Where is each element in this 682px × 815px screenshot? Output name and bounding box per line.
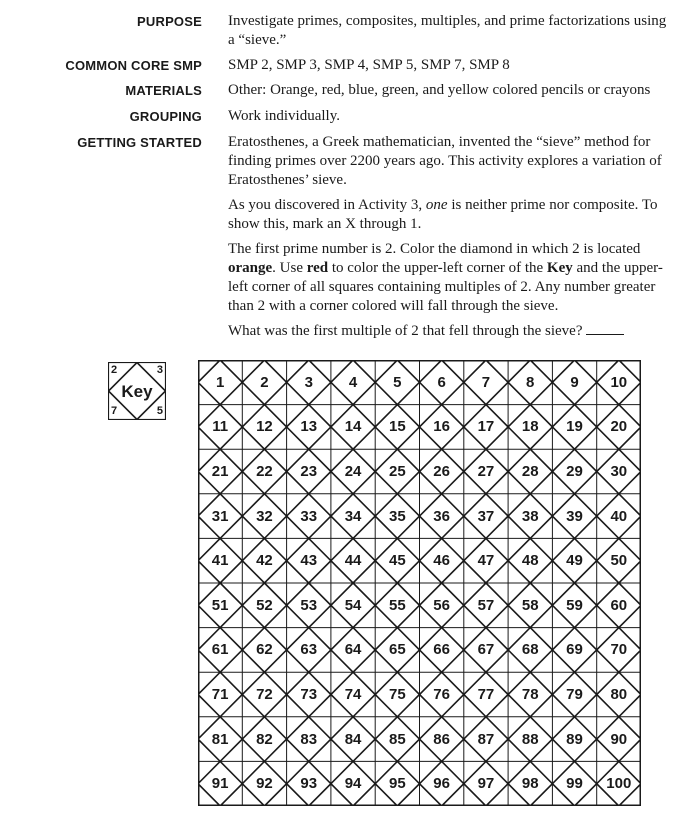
grid-cell-2[interactable]: 2 — [260, 373, 269, 391]
grid-cell-70[interactable]: 70 — [610, 641, 628, 659]
grid-cell-41[interactable]: 41 — [211, 552, 229, 570]
grid-cell-3[interactable]: 3 — [304, 373, 313, 391]
grid-cell-61[interactable]: 61 — [211, 641, 229, 659]
grid-cell-34[interactable]: 34 — [344, 507, 362, 525]
grid-cell-30[interactable]: 30 — [610, 462, 628, 480]
grid-cell-84[interactable]: 84 — [344, 730, 362, 748]
grid-cell-90[interactable]: 90 — [610, 730, 628, 748]
smp-label: COMMON CORE SMP — [65, 58, 202, 73]
smp-text: SMP 2, SMP 3, SMP 4, SMP 5, SMP 7, SMP 8 — [228, 57, 510, 73]
grid-cell-44[interactable]: 44 — [344, 552, 362, 570]
grid-cell-16[interactable]: 16 — [433, 418, 450, 436]
grid-cell-68[interactable]: 68 — [521, 641, 539, 659]
grid-cell-56[interactable]: 56 — [433, 596, 450, 614]
key-top-right: 3 — [156, 364, 163, 376]
grid-cell-87[interactable]: 87 — [477, 730, 495, 748]
grid-cell-28[interactable]: 28 — [521, 462, 539, 480]
grid-cell-71[interactable]: 71 — [211, 685, 229, 703]
grid-cell-83[interactable]: 83 — [300, 730, 318, 748]
grid-cell-19[interactable]: 19 — [566, 418, 583, 436]
grid-cell-81[interactable]: 81 — [211, 730, 229, 748]
grid-cell-99[interactable]: 99 — [566, 775, 583, 793]
grid-cell-95[interactable]: 95 — [388, 775, 406, 793]
grid-cell-8[interactable]: 8 — [526, 373, 535, 391]
grid-cell-69[interactable]: 69 — [566, 641, 583, 659]
grid-cell-36[interactable]: 36 — [433, 507, 450, 525]
grid-cell-12[interactable]: 12 — [256, 418, 273, 436]
grid-cell-80[interactable]: 80 — [610, 685, 628, 703]
grid-cell-33[interactable]: 33 — [300, 507, 318, 525]
purpose-label: PURPOSE — [137, 14, 202, 29]
grid-cell-10[interactable]: 10 — [610, 373, 628, 391]
getting-started-text: Eratosthenes, a Greek mathematician, invented the “sieve” method for finding primes over 2200 years ago. This activity explores a variation of Eratosthenes’ sieve. — [228, 134, 662, 188]
key-diagram — [108, 362, 166, 420]
grid-cell-60[interactable]: 60 — [610, 596, 628, 614]
grid-cell-58[interactable]: 58 — [521, 596, 539, 614]
grid-cell-20[interactable]: 20 — [610, 418, 628, 436]
grid-cell-72[interactable]: 72 — [256, 685, 273, 703]
grid-cell-1[interactable]: 1 — [215, 373, 225, 391]
grid-cell-42[interactable]: 42 — [256, 552, 273, 570]
grouping-label: GROUPING — [129, 109, 202, 124]
key-bottom-right: 5 — [156, 405, 163, 417]
grid-cell-96[interactable]: 96 — [433, 775, 450, 793]
grid-cell-32[interactable]: 32 — [256, 507, 273, 525]
grid-cell-13[interactable]: 13 — [300, 418, 318, 436]
paragraph-one: As you discovered in Activity 3, one is neither prime nor composite. To show this, mark an X through 1. — [228, 197, 658, 232]
grid-cell-6[interactable]: 6 — [437, 373, 446, 391]
grid-cell-38[interactable]: 38 — [521, 507, 539, 525]
grid-cell-50[interactable]: 50 — [610, 552, 628, 570]
grid-cell-91[interactable]: 91 — [211, 775, 229, 793]
grid-cell-94[interactable]: 94 — [344, 775, 362, 793]
grid-cell-64[interactable]: 64 — [344, 641, 362, 659]
grid-cell-52[interactable]: 52 — [256, 596, 273, 614]
grid-cell-29[interactable]: 29 — [566, 462, 583, 480]
grid-cell-100[interactable]: 100 — [606, 775, 632, 793]
grid-cell-98[interactable]: 98 — [521, 775, 539, 793]
grid-cell-47[interactable]: 47 — [477, 552, 495, 570]
grid-cell-59[interactable]: 59 — [566, 596, 583, 614]
sieve-cells — [198, 360, 641, 806]
grid-cell-62[interactable]: 62 — [256, 641, 273, 659]
grid-cell-86[interactable]: 86 — [433, 730, 450, 748]
materials-text: Other: Orange, red, blue, green, and yellow colored pencils or crayons — [228, 82, 651, 98]
grid-cell-51[interactable]: 51 — [211, 596, 229, 614]
grid-cell-37[interactable]: 37 — [477, 507, 495, 525]
grid-cell-4[interactable]: 4 — [348, 373, 358, 391]
grid-cell-21[interactable]: 21 — [211, 462, 229, 480]
grid-cell-26[interactable]: 26 — [433, 462, 450, 480]
grid-cell-11[interactable]: 11 — [212, 418, 229, 436]
grid-cell-74[interactable]: 74 — [344, 685, 362, 703]
grid-cell-78[interactable]: 78 — [521, 685, 539, 703]
grid-cell-46[interactable]: 46 — [433, 552, 450, 570]
purpose-text: Investigate primes, composites, multiples, and prime factorizations using a “sieve.” — [228, 13, 667, 48]
grid-cell-76[interactable]: 76 — [433, 685, 450, 703]
key-bottom-left: 7 — [111, 405, 118, 417]
key-label: Key — [121, 382, 153, 401]
grid-cell-22[interactable]: 22 — [256, 462, 273, 480]
grid-cell-67[interactable]: 67 — [477, 641, 495, 659]
grid-cell-73[interactable]: 73 — [300, 685, 318, 703]
grid-cell-31[interactable]: 31 — [211, 507, 229, 525]
grid-cell-88[interactable]: 88 — [521, 730, 539, 748]
grid-cell-53[interactable]: 53 — [300, 596, 318, 614]
grid-cell-43[interactable]: 43 — [300, 552, 318, 570]
grid-cell-79[interactable]: 79 — [566, 685, 583, 703]
grid-cell-49[interactable]: 49 — [566, 552, 583, 570]
sieve-grid — [198, 360, 641, 806]
paragraph-orange-red: The first prime number is 2. Color the diamond in which 2 is located orange. Use red to color the upper-left corner of the Key and the upper-left corner of all squares containing multiples of 2. Any number greater than 2 with a corner colored will fall through the sieve. — [228, 241, 663, 314]
grid-cell-63[interactable]: 63 — [300, 641, 318, 659]
key-top-left: 2 — [111, 364, 118, 376]
grid-cell-27[interactable]: 27 — [477, 462, 495, 480]
answer-blank[interactable] — [586, 322, 624, 335]
grid-cell-66[interactable]: 66 — [433, 641, 450, 659]
grid-cell-85[interactable]: 85 — [388, 730, 406, 748]
grid-cell-5[interactable]: 5 — [393, 373, 402, 391]
grid-cell-57[interactable]: 57 — [477, 596, 495, 614]
grid-cell-15[interactable]: 15 — [388, 418, 406, 436]
grid-cell-65[interactable]: 65 — [388, 641, 406, 659]
grid-cell-45[interactable]: 45 — [388, 552, 406, 570]
grid-cell-17[interactable]: 17 — [477, 418, 495, 436]
grid-cell-23[interactable]: 23 — [300, 462, 318, 480]
grid-cell-92[interactable]: 92 — [256, 775, 273, 793]
grid-cell-35[interactable]: 35 — [388, 507, 406, 525]
grid-cell-9[interactable]: 9 — [570, 373, 579, 391]
grid-cell-55[interactable]: 55 — [388, 596, 406, 614]
grid-cell-89[interactable]: 89 — [566, 730, 583, 748]
grid-cell-54[interactable]: 54 — [344, 596, 362, 614]
grid-cell-14[interactable]: 14 — [344, 418, 362, 436]
grid-cell-24[interactable]: 24 — [344, 462, 362, 480]
grid-cell-7[interactable]: 7 — [481, 373, 491, 391]
grid-cell-40[interactable]: 40 — [610, 507, 628, 525]
grid-cell-75[interactable]: 75 — [388, 685, 406, 703]
getting-started-label: GETTING STARTED — [77, 135, 202, 150]
question: What was the first multiple of 2 that fell through the sieve? — [228, 322, 674, 341]
grid-cell-48[interactable]: 48 — [521, 552, 539, 570]
grid-cell-97[interactable]: 97 — [477, 775, 495, 793]
materials-label: MATERIALS — [125, 83, 202, 98]
grouping-text: Work individually. — [228, 108, 340, 124]
grid-cell-77[interactable]: 77 — [477, 685, 495, 703]
grid-cell-39[interactable]: 39 — [566, 507, 583, 525]
grid-cell-93[interactable]: 93 — [300, 775, 318, 793]
grid-cell-18[interactable]: 18 — [521, 418, 539, 436]
grid-cell-25[interactable]: 25 — [388, 462, 406, 480]
grid-cell-82[interactable]: 82 — [256, 730, 273, 748]
